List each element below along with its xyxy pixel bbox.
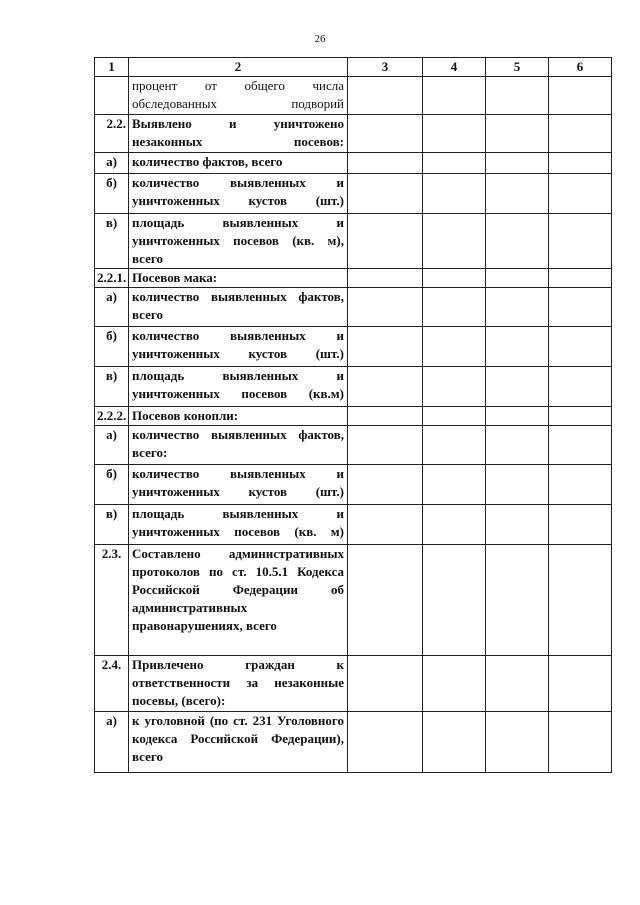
data-cell (423, 426, 486, 465)
data-cell (549, 656, 612, 712)
data-cell (486, 174, 549, 214)
data-cell (423, 712, 486, 773)
data-cell (348, 367, 423, 407)
data-cell (549, 77, 612, 115)
row-description: к уголовной (по ст. 231 Уголовного кодекса Российской Федерации), всего (129, 712, 348, 773)
row-number: а) (95, 288, 129, 327)
data-cell (486, 465, 549, 505)
data-cell (549, 465, 612, 505)
page-number: 26 (314, 33, 326, 45)
table-row (95, 712, 612, 773)
table-row (95, 407, 612, 426)
data-cell (549, 214, 612, 269)
row-description: количество выявленных фактов, всего (129, 288, 348, 327)
row-description: Привлечено граждан к ответственности за незаконные посевы, (всего): (129, 656, 348, 712)
table-row (95, 214, 612, 269)
report-table (94, 57, 612, 773)
row-description: количество фактов, всего (129, 153, 348, 174)
data-cell (423, 288, 486, 327)
data-cell (549, 712, 612, 773)
data-cell (486, 407, 549, 426)
row-description: площадь выявленных и уничтоженных посевов (кв. м) (129, 505, 348, 545)
row-number (95, 77, 129, 115)
row-number: 2.2.2. (95, 407, 129, 426)
table-row (95, 288, 612, 327)
data-cell (423, 465, 486, 505)
row-number: 2.4. (95, 656, 129, 712)
data-cell (423, 269, 486, 288)
table-row (95, 269, 612, 288)
data-cell (348, 465, 423, 505)
data-cell (348, 505, 423, 545)
data-cell (348, 115, 423, 153)
data-cell (423, 545, 486, 656)
data-cell (423, 174, 486, 214)
row-number: а) (95, 153, 129, 174)
data-cell (549, 269, 612, 288)
row-description: количество выявленных и уничтоженных кустов (шт.) (129, 174, 348, 214)
data-cell (486, 77, 549, 115)
row-number: в) (95, 214, 129, 269)
table-row (95, 115, 612, 153)
data-cell (348, 214, 423, 269)
data-cell (486, 288, 549, 327)
table-row (95, 426, 612, 465)
data-cell (549, 115, 612, 153)
table-header-row (95, 58, 612, 77)
data-cell (486, 327, 549, 367)
table-row (95, 174, 612, 214)
row-number: в) (95, 505, 129, 545)
data-cell (549, 367, 612, 407)
column-header: 1 (95, 58, 129, 77)
data-cell (423, 407, 486, 426)
data-cell (549, 153, 612, 174)
data-cell (348, 77, 423, 115)
row-description: процент от общего числа обследованных подворий (129, 77, 348, 115)
data-cell (348, 407, 423, 426)
table-row (95, 545, 612, 656)
data-cell (486, 153, 549, 174)
table-row (95, 367, 612, 407)
data-cell (549, 327, 612, 367)
data-cell (348, 327, 423, 367)
table-row (95, 327, 612, 367)
data-cell (348, 426, 423, 465)
data-cell (549, 174, 612, 214)
row-number: 2.3. (95, 545, 129, 656)
column-header: 5 (486, 58, 549, 77)
data-cell (486, 214, 549, 269)
data-cell (486, 505, 549, 545)
data-cell (486, 367, 549, 407)
table-row (95, 77, 612, 115)
row-number: в) (95, 367, 129, 407)
row-number: а) (95, 426, 129, 465)
table-row (95, 153, 612, 174)
data-cell (486, 656, 549, 712)
data-cell (549, 505, 612, 545)
data-cell (348, 269, 423, 288)
data-cell (348, 545, 423, 656)
table-row (95, 656, 612, 712)
data-cell (486, 712, 549, 773)
data-cell (423, 77, 486, 115)
row-description: Выявлено и уничтожено незаконных посевов: (129, 115, 348, 153)
data-cell (348, 174, 423, 214)
row-number: 2.2. (95, 115, 129, 153)
data-cell (486, 426, 549, 465)
row-number: б) (95, 174, 129, 214)
data-cell (423, 214, 486, 269)
table-row (95, 505, 612, 545)
data-cell (549, 545, 612, 656)
data-cell (423, 505, 486, 545)
row-description: количество выявленных и уничтоженных кустов (шт.) (129, 327, 348, 367)
column-header: 3 (348, 58, 423, 77)
row-description: площадь выявленных и уничтоженных посевов (кв. м), всего (129, 214, 348, 269)
data-cell (549, 407, 612, 426)
column-header: 2 (129, 58, 348, 77)
data-cell (549, 426, 612, 465)
data-cell (423, 327, 486, 367)
table-row (95, 465, 612, 505)
row-description: Составлено административных протоколов по ст. 10.5.1 Кодекса Российской Федерации об административных правонарушениях, всего (129, 545, 348, 656)
data-cell (486, 269, 549, 288)
data-cell (486, 115, 549, 153)
data-cell (423, 115, 486, 153)
data-cell (348, 153, 423, 174)
row-number: а) (95, 712, 129, 773)
row-number: 2.2.1. (95, 269, 129, 288)
data-cell (549, 288, 612, 327)
row-number: б) (95, 465, 129, 505)
data-cell (348, 656, 423, 712)
data-cell (348, 288, 423, 327)
row-description: Посевов мака: (129, 269, 348, 288)
data-cell (348, 712, 423, 773)
data-cell (486, 545, 549, 656)
row-description: площадь выявленных и уничтоженных посевов (кв.м) (129, 367, 348, 407)
row-description: количество выявленных и уничтоженных кустов (шт.) (129, 465, 348, 505)
column-header: 6 (549, 58, 612, 77)
data-cell (423, 656, 486, 712)
row-description: количество выявленных фактов, всего: (129, 426, 348, 465)
row-number: б) (95, 327, 129, 367)
row-description: Посевов конопли: (129, 407, 348, 426)
data-cell (423, 153, 486, 174)
data-cell (423, 367, 486, 407)
column-header: 4 (423, 58, 486, 77)
